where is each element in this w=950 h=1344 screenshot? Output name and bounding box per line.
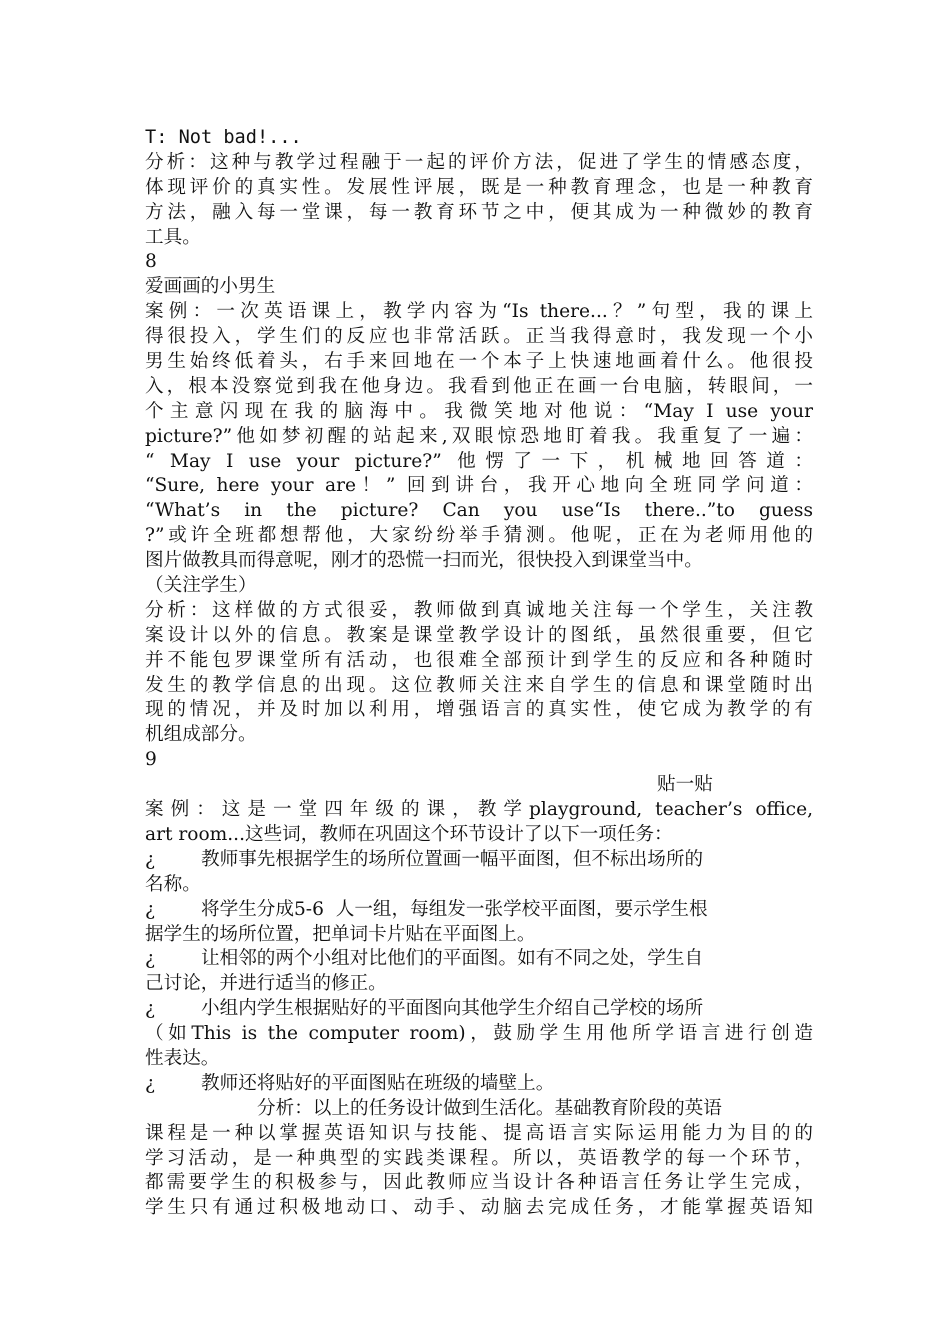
text-line: “Sure, here your are！” 回到讲台，我开心地向全班同学问道： [145, 475, 813, 497]
text-line: 分析：以上的任务设计做到生活化。基础教育阶段的英语 [257, 1097, 722, 1119]
bullet-marker: ¿ [145, 1072, 155, 1094]
text-line: 机组成部分。 [145, 724, 257, 746]
text-line: picture?”他如梦初醒的站起来,双眼惊恐地盯着我。我重复了一遍： [145, 425, 813, 447]
text-line: art room...这些词，教师在巩固这个环节设计了以下一项任务： [145, 823, 673, 845]
text-line: （如This is the computer room)，鼓励学生用他所学语言进行创造 [145, 1023, 813, 1045]
text-line: 个主意闪现在我的脑海中。我微笑地对他说：“May I use your [145, 400, 813, 422]
text-line: 9 [145, 749, 157, 771]
text-line: 案设计以外的信息。教案是课堂教学设计的图纸，虽然很重要，但它 [145, 624, 813, 646]
text-line: 方法，融入每一堂课，每一教育环节之中，便其成为一种微妙的教育 [145, 201, 813, 223]
bullet-item [145, 848, 813, 873]
bullet-marker: ¿ [145, 998, 155, 1020]
text-line: 体现评价的真实性。发展性评展，既是一种教育理念，也是一种教育 [145, 176, 813, 198]
text-line: 案例：这是一堂四年级的课，教学playground, teacher’s office, [145, 799, 813, 821]
text-line: 并不能包罗课堂所有活动，也很难全部预计到学生的反应和各种随时 [145, 649, 813, 671]
text-line: 爱画画的小男生 [145, 276, 276, 298]
bullet-marker: ¿ [145, 848, 155, 870]
text-line: 案例：一次英语课上，教学内容为“Is there...？”句型，我的课上 [145, 301, 813, 323]
text-line: ?”或许全班都想帮他，大家纷纷举手猜测。他呢，正在为老师用他的 [145, 525, 813, 547]
bullet-item [145, 1072, 813, 1097]
bullet-text: 教师还将贴好的平面图贴在班级的墙壁上。 [201, 1072, 555, 1094]
bullet-text: 小组内学生根据贴好的平面图向其他学生介绍自己学校的场所 [201, 998, 704, 1020]
bullet-marker: ¿ [145, 898, 155, 920]
text-line: 性表达。 [145, 1047, 220, 1069]
text-line: 工具。 [145, 226, 201, 248]
text-line: 8 [145, 251, 157, 273]
bullet-item [145, 997, 813, 1022]
text-line: “ May I use your picture?” 他愣了一下，机械地回答道： [145, 450, 813, 472]
document-body [145, 126, 813, 1221]
text-line: 己讨论，并进行适当的修正。 [145, 973, 387, 995]
text-line: 图片做教具而得意呢，刚才的恐慌一扫而光，很快投入到课堂当中。 [145, 550, 703, 572]
text-line: 现的情况，并及时加以利用，增强语言的真实性，使它成为教学的有 [145, 699, 813, 721]
text-line: 贴一贴 [657, 774, 713, 796]
text-line: （关注学生） [145, 575, 257, 597]
bullet-item [145, 947, 813, 972]
text-line: 课程是一种以掌握英语知识与技能、提高语言实际运用能力为目的的 [145, 1122, 813, 1144]
text-line: “What’s in the picture? Can you use“Is there..”to guess [145, 500, 813, 522]
text-line: 入，根本没察觉到我在他身边。我看到他正在画一台电脑，转眼间，一 [145, 375, 813, 397]
bullet-text: 将学生分成5-6 人一组，每组发一张学校平面图，要示学生根 [201, 898, 708, 920]
text-line: 分析：这样做的方式很妥，教师做到真诚地关注每一个学生，关注教 [145, 599, 813, 621]
text-line: 发生的教学信息的出现。这位教师关注来自学生的信息和课堂随时出 [145, 674, 813, 696]
text-line: 名称。 [145, 873, 201, 895]
text-line: 学生只有通过积极地动口、动手、动脑去完成任务，才能掌握英语知 [145, 1197, 813, 1219]
text-line: 分析：这种与教学过程融于一起的评价方法，促进了学生的情感态度， [145, 151, 813, 173]
bullet-text: 让相邻的两个小组对比他们的平面图。如有不同之处，学生自 [201, 948, 704, 970]
bullet-text: 教师事先根据学生的场所位置画一幅平面图，但不标出场所的 [201, 848, 704, 870]
text-line: 都需要学生的积极参与，因此教师应当设计各种语言任务让学生完成， [145, 1172, 813, 1194]
text-line: 学习活动，是一种典型的实践类课程。所以，英语教学的每一个环节， [145, 1147, 813, 1169]
bullet-marker: ¿ [145, 948, 155, 970]
text-line: 据学生的场所位置，把单词卡片贴在平面图上。 [145, 923, 536, 945]
bullet-item [145, 898, 813, 923]
text-line: 得很投入，学生们的反应也非常活跃。正当我得意时，我发现一个小 [145, 326, 813, 348]
text-line: 男生始终低着头，右手来回地在一个本子上快速地画着什么。他很投 [145, 351, 813, 373]
text-line: T: Not bad!... [145, 127, 302, 148]
